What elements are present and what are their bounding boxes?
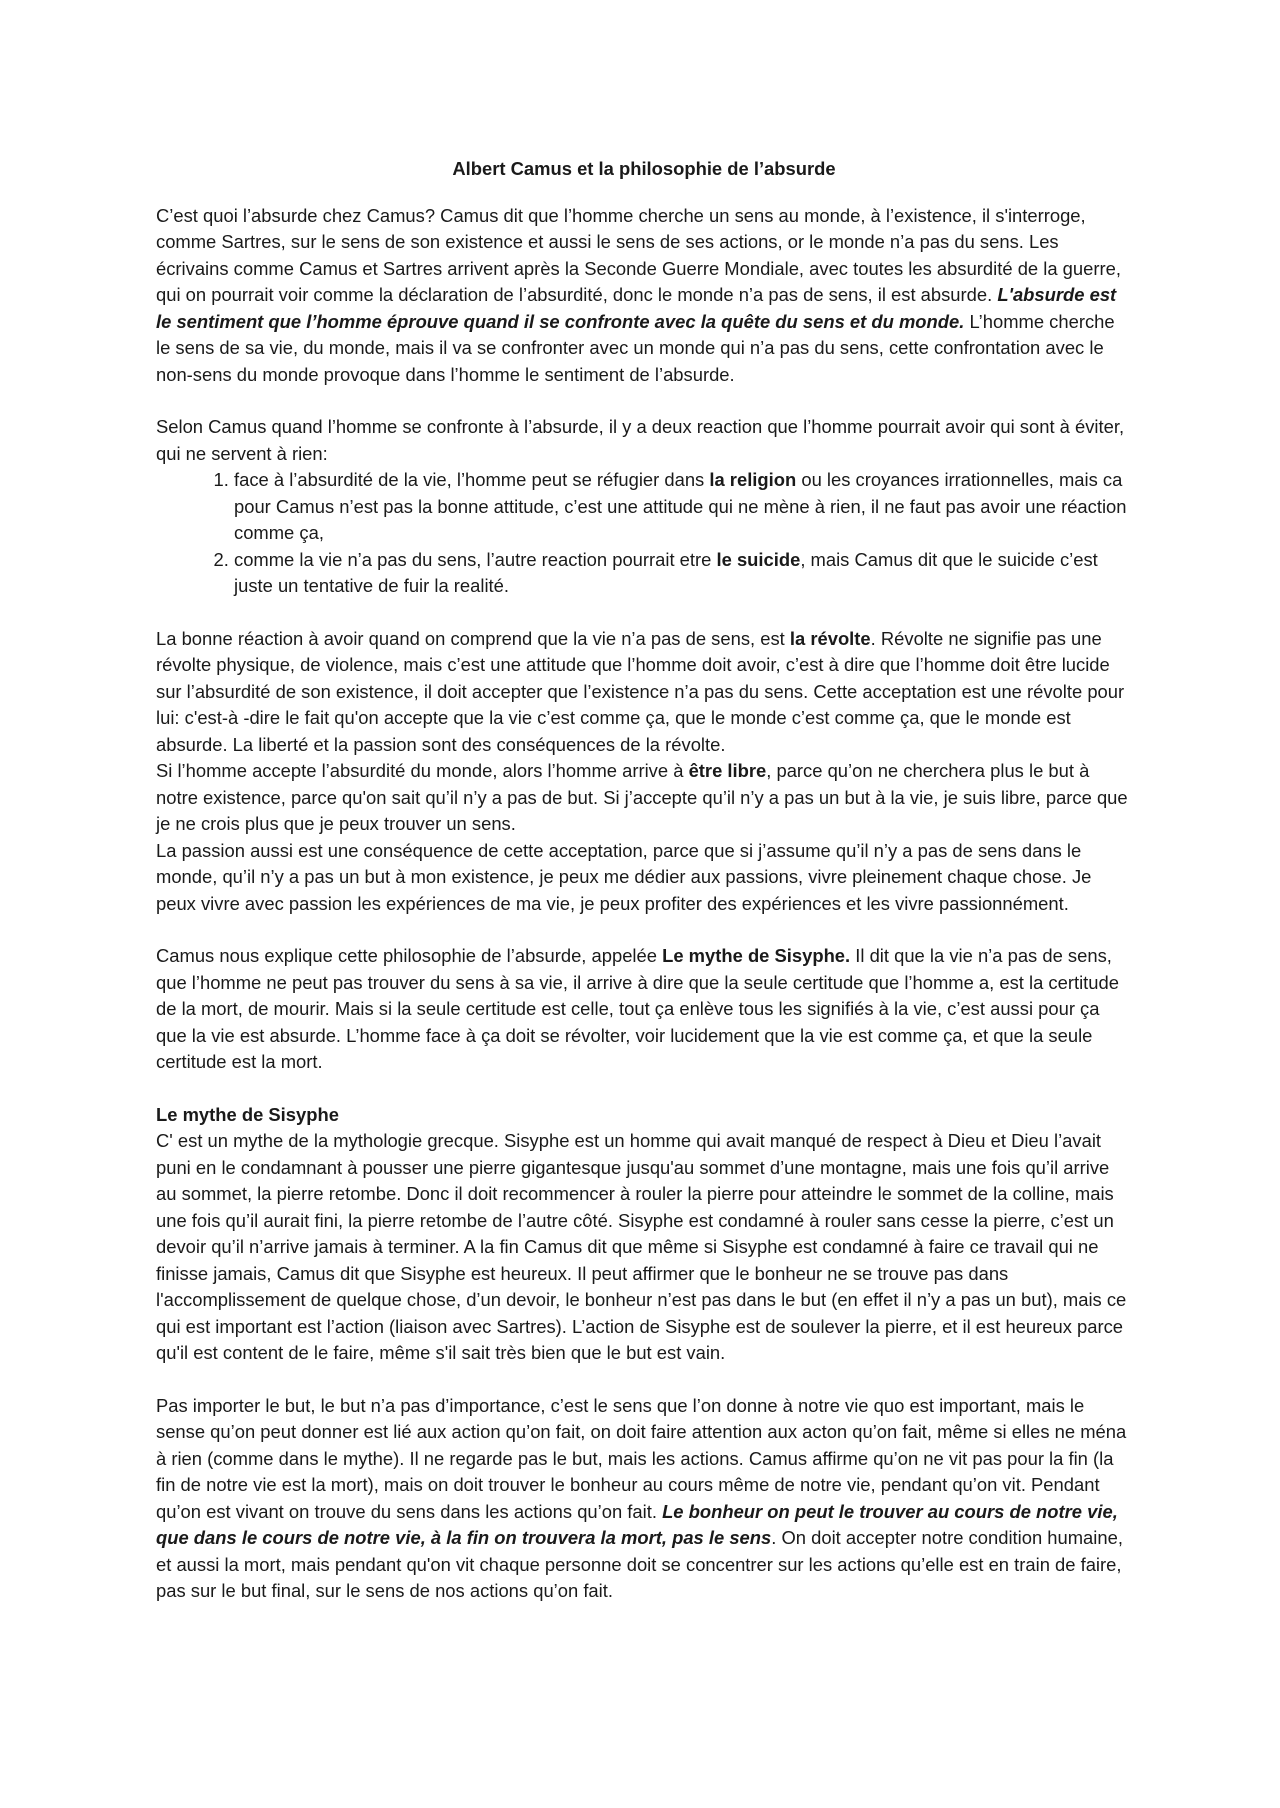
text-run: C’est quoi l’absurde chez Camus? Camus dit que l’homme cherche un sens au monde, à l’existence, il s'interroge, comme Sartres, sur le sens de son existence et aussi le sens de ses actions, or le monde n’a pas du sens. Les écrivains comme Camus et Sartres arrivent après la Seconde Guerre Mondiale, avec toutes les absurdité de la guerre, qui on pourrait voir comme la déclaration de l’absurdité, donc le monde n’a pas de sens, il est absurde. [156,204,1121,305]
section-text: C' est un mythe de la mythologie grecque. Sisyphe est un homme qui avait manqué de respect à Dieu et Dieu l’avait puni en le condamnant à pousser une pierre gigantesque jusqu'au sommet d’une montagne, mais une fois qu’il arrive au sommet, la pierre retombe. Donc il doit recommencer à rouler la pierre pour atteindre le sommet de la colline, mais une fois qu’il aurait fini, la pierre retombe de l’autre côté. Sisyphe est condamné à rouler sans cesse la pierre, c’est un devoir qu’il n’arrive jamais à terminer. A la fin Camus dit que même si Sisyphe est condamné à faire ce travail qui ne finisse jamais, Camus dit que Sisyphe est heureux. Il peut affirmer que le bonheur ne se trouve pas dans l'accomplissement de quelque chose, d’un devoir, le bonheur n’est pas dans le but (en effet il n’y a pas un but), mais ce qui est important est l’action (liaison avec Sartres). L’action de Sisyphe est de soulever la pierre, et il est heureux parce qu'il est content de le faire, même s'il sait très bien que le but est vain. [156,1130,1127,1363]
text-run: , mais Camus dit que le suicide c’est juste un tentative de fuir la realité. [234,548,1098,596]
text-run: comme la vie n’a pas du sens, l’autre reaction pourrait etre [234,548,717,570]
reactions-list [156,467,1132,600]
paragraph-absurde-definition [156,203,1132,389]
paragraph-reactions-intro: Selon Camus quand l’homme se confronte à l’absurde, il y a deux reaction que l’homme pourrait avoir qui sont à éviter, qui ne servent à rien: [156,416,1125,464]
list-item [234,467,1132,547]
text-run: , parce qu’on ne cherchera plus le but à notre existence, parce qu'on sait qu’il n’y a pas de but. Si j’accepte qu’il n’y a pas un but à la vie, je suis libre, parce que je ne crois plus que je peux trouver un sens. [156,760,1128,834]
bold-term: la révolte [789,627,871,649]
bold-italic-statement: L'absurde est le sentiment que l’homme éprouve quand il se confronte avec la quête du sens et du monde. [156,284,1117,332]
section-heading: Le mythe de Sisyphe [156,1103,339,1125]
text-run: Pas importer le but, le but n’a pas d’importance, c’est le sens que l’on donne à notre vie quo est important, mais le sense qu’on peut donner est lié aux action qu’on fait, on doit faire attention aux acton qu’on fait, même si elles ne ména à rien (comme dans le mythe). Il ne regarde pas le but, mais les actions. Camus affirme qu’on ne vit pas pour la fin (la fin de notre vie est la mort), mais on doit trouver le bonheur au cours même de notre vie, pendant qu’on vit. Pendant qu’on est vivant on trouve du sens dans les actions qu’on fait. [156,1394,1127,1522]
document-body [156,156,1132,1605]
text-line: La passion aussi est une conséquence de cette acceptation, parce que si j’assume qu’il n’y a pas de sens dans le monde, qu’il n’y a pas un but à mon existence, je peux me dédier aux passions, vivre pleinement chaque chose. Je peux vivre avec passion les expériences de ma vie, je peux profiter des expériences et les vivre passionnément. [156,839,1092,914]
text-run: Camus nous explique cette philosophie de l’absurde, appelée [156,945,663,966]
bold-term: être libre [688,760,767,781]
bold-italic-statement: Le bonheur on peut le trouver au cours de notre vie, que dans le cours de notre vie, à la fin on trouvera la mort, pas le sens [156,1500,1118,1548]
text-line [156,758,1132,838]
paragraph-revolte [156,626,1132,918]
section-mythe-de-sisyphe [156,1102,1132,1367]
text-run: Il dit que la vie n’a pas de sens, que l’homme ne peut pas trouver du sens à sa vie, il arrive à dire que la seule certitude que l’homme a, est la certitude de la mort, de mourir. Mais si la seule certitude est celle, tout ça enlève tous les signifiés à la vie, c’est aussi pour ça que la vie est absurde. L’homme face à ça doit se révolter, voir lucidement que la vie est comme ça, et que la seule certitude est la mort. [156,945,1119,1072]
text-run: L’homme cherche le sens de sa vie, du monde, mais il va se confronter avec un monde qui n’a pas du sens, cette confrontation avec le non-sens du monde provoque dans l’homme le sentiment de l’absurde. [156,310,1115,385]
paragraph-mythe-intro [156,943,1132,1076]
page-title: Albert Camus et la philosophie de l’absurde [452,158,836,179]
bold-term: la religion [709,469,797,490]
paragraph-conclusion [156,1393,1132,1605]
bold-term: Le mythe de Sisyphe. [662,945,851,966]
text-run: La bonne réaction à avoir quand on comprend que la vie n’a pas de sens, est [156,627,790,649]
text-run: Si l’homme accepte l’absurdité du monde, alors l’homme arrive à [156,760,689,781]
list-item [234,547,1132,600]
text-run: face à l’absurdité de la vie, l’homme peut se réfugier dans [234,469,710,490]
text-run: . Révolte ne signifie pas une révolte physique, de violence, mais c’est une attitude que l’homme doit avoir, c’est à dire que l’homme doit être lucide sur l’absurdité de son existence, il doit accepter que l’existence n’a pas du sens. Cette acceptation est une révolte pour lui: c'est-à -dire le fait qu'on accepte que la vie c’est comme ça, que le monde c’est comme ça, que le monde est absurde. La liberté et la passion sont des conséquences de la révolte. [156,627,1125,755]
bold-term: le suicide [716,548,801,570]
text-run: ou les croyances irrationnelles, mais ca pour Camus n’est pas la bonne attitude, c’est une attitude qui ne mène à rien, il ne faut pas avoir une réaction comme ça, [234,469,1127,543]
text-line [156,626,1132,759]
text-run: . On doit accepter notre condition humaine, et aussi la mort, mais pendant qu'on vit chaque personne doit se concentrer sur les actions qu’elle est en train de faire, pas sur le but final, sur le sens de nos actions qu’on fait. [156,1527,1123,1601]
